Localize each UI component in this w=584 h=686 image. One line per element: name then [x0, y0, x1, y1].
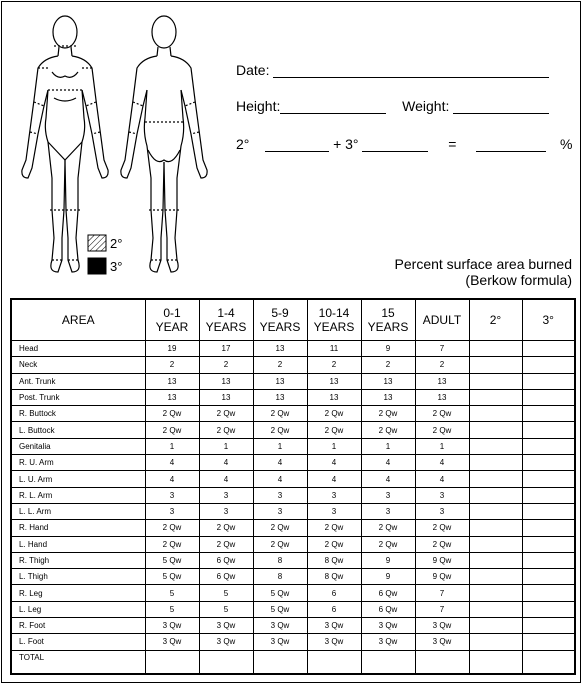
- percent-value-cell: 3 Qw: [253, 634, 307, 650]
- third-degree-entry-cell[interactable]: [522, 373, 575, 389]
- column-header-text: 3°: [542, 313, 554, 327]
- percent-value-cell: 6: [307, 585, 361, 601]
- height-label: Height:: [236, 98, 281, 114]
- weight-field[interactable]: [453, 99, 549, 114]
- second-degree-entry-cell[interactable]: [469, 634, 522, 650]
- third-degree-entry-cell[interactable]: [522, 536, 575, 552]
- table-header-row: [11, 299, 575, 341]
- total-percent-field[interactable]: [476, 139, 546, 152]
- third-degree-entry-cell[interactable]: [522, 601, 575, 617]
- percent-value-cell: 2 Qw: [253, 536, 307, 552]
- column-header-text: YEARS: [259, 320, 301, 334]
- back-body-figure: [121, 16, 207, 272]
- area-label: L. Leg: [11, 601, 145, 617]
- plus-third-degree-label: + 3°: [333, 136, 359, 152]
- table-row: [11, 357, 575, 373]
- percent-value-cell: 1: [253, 438, 307, 454]
- percent-value-cell: 13: [145, 373, 199, 389]
- second-degree-entry-cell[interactable]: [469, 601, 522, 617]
- third-degree-entry-cell[interactable]: [522, 634, 575, 650]
- percent-value-cell: 2: [361, 357, 415, 373]
- percent-value-cell: 2 Qw: [361, 536, 415, 552]
- percent-value-cell: 8 Qw: [307, 552, 361, 568]
- percent-value-cell: 9 Qw: [415, 552, 469, 568]
- third-degree-entry-cell[interactable]: [522, 455, 575, 471]
- percent-value-cell: 2 Qw: [361, 520, 415, 536]
- column-header-text: YEARS: [205, 320, 247, 334]
- area-label: L. L. Arm: [11, 503, 145, 519]
- area-label: R. Foot: [11, 618, 145, 634]
- percent-value-cell: 13: [253, 389, 307, 405]
- percent-value-cell: 3 Qw: [361, 618, 415, 634]
- percent-value-cell: 2 Qw: [415, 536, 469, 552]
- percent-value-cell: 3 Qw: [307, 634, 361, 650]
- third-degree-entry-cell[interactable]: [522, 438, 575, 454]
- second-degree-entry-cell[interactable]: [469, 455, 522, 471]
- third-degree-entry-cell[interactable]: [522, 471, 575, 487]
- percent-value-cell: 11: [307, 341, 361, 357]
- area-label: R. Buttock: [11, 406, 145, 422]
- table-caption: [395, 256, 572, 288]
- table-row: [11, 341, 575, 357]
- column-header-text: YEAR: [155, 320, 189, 334]
- second-degree-entry-cell[interactable]: [469, 406, 522, 422]
- percent-value-cell: 3 Qw: [253, 618, 307, 634]
- percent-value-cell: 13: [361, 373, 415, 389]
- second-degree-entry-cell[interactable]: [469, 503, 522, 519]
- percent-value-cell: 2 Qw: [307, 520, 361, 536]
- second-degree-entry-cell[interactable]: [469, 357, 522, 373]
- legend-second-degree-label: 2°: [110, 236, 123, 251]
- table-row: [11, 373, 575, 389]
- percent-value-cell: 3 Qw: [199, 634, 253, 650]
- percent-value-cell: 3: [145, 487, 199, 503]
- column-header-text: YEARS: [313, 320, 355, 334]
- percent-value-cell: 2 Qw: [307, 536, 361, 552]
- percent-value-cell: 9: [361, 341, 415, 357]
- percent-value-cell: 6 Qw: [361, 601, 415, 617]
- third-degree-swatch: [88, 258, 106, 274]
- area-label: R. U. Arm: [11, 455, 145, 471]
- third-degree-entry-cell[interactable]: [522, 422, 575, 438]
- percent-value-cell: 3 Qw: [307, 618, 361, 634]
- area-label: L. U. Arm: [11, 471, 145, 487]
- percent-value-cell: 3: [253, 503, 307, 519]
- percent-value-cell: 6 Qw: [199, 569, 253, 585]
- third-degree-entry-cell[interactable]: [522, 569, 575, 585]
- date-row: [236, 62, 549, 78]
- column-header: [469, 299, 522, 341]
- table-row: [11, 487, 575, 503]
- third-degree-entry-cell[interactable]: [522, 552, 575, 568]
- area-label: R. Leg: [11, 585, 145, 601]
- percent-value-cell: [415, 650, 469, 674]
- percent-value-cell: 5 Qw: [253, 585, 307, 601]
- percent-value-cell: 3 Qw: [145, 618, 199, 634]
- area-label: R. Thigh: [11, 552, 145, 568]
- percent-value-cell: 3 Qw: [415, 634, 469, 650]
- area-label: Genitalia: [11, 438, 145, 454]
- column-header: [415, 299, 469, 341]
- percent-value-cell: 1: [199, 438, 253, 454]
- legend-third-degree-label: 3°: [110, 259, 123, 274]
- percent-value-cell: 2: [415, 357, 469, 373]
- table-row: [11, 455, 575, 471]
- column-header-text: YEARS: [367, 320, 409, 334]
- percent-value-cell: 4: [253, 471, 307, 487]
- percent-value-cell: 3 Qw: [145, 634, 199, 650]
- second-degree-entry-cell[interactable]: [469, 487, 522, 503]
- percent-value-cell: 2: [199, 357, 253, 373]
- percent-value-cell: 2 Qw: [145, 406, 199, 422]
- date-field[interactable]: [273, 63, 549, 78]
- table-row: [11, 520, 575, 536]
- percent-value-cell: 9: [361, 552, 415, 568]
- column-header-text: 1-4: [217, 306, 235, 320]
- second-degree-entry-cell[interactable]: [469, 389, 522, 405]
- percent-value-cell: 2 Qw: [199, 406, 253, 422]
- percent-label: %: [559, 136, 573, 152]
- percent-value-cell: 13: [307, 389, 361, 405]
- percent-value-cell: 4: [307, 455, 361, 471]
- percent-value-cell: 3: [415, 487, 469, 503]
- percent-value-cell: 13: [361, 389, 415, 405]
- percent-value-cell: 3: [307, 503, 361, 519]
- burn-sum-row: [236, 136, 572, 152]
- column-header: [361, 299, 415, 341]
- percent-value-cell: [145, 650, 199, 674]
- area-label: TOTAL: [11, 650, 145, 674]
- percent-value-cell: 19: [145, 341, 199, 357]
- second-degree-entry-cell[interactable]: [469, 569, 522, 585]
- percent-value-cell: 1: [307, 438, 361, 454]
- column-header: [253, 299, 307, 341]
- second-degree-sum-field[interactable]: [265, 139, 329, 152]
- percent-value-cell: [253, 650, 307, 674]
- second-degree-entry-cell[interactable]: [469, 650, 522, 674]
- table-row: [11, 569, 575, 585]
- percent-value-cell: 7: [415, 601, 469, 617]
- burn-assessment-form: [1, 1, 581, 683]
- percent-value-cell: 4: [145, 455, 199, 471]
- percent-value-cell: 3 Qw: [361, 634, 415, 650]
- second-degree-entry-cell[interactable]: [469, 471, 522, 487]
- percent-value-cell: 5: [199, 601, 253, 617]
- column-header: [11, 299, 145, 341]
- third-degree-entry-cell[interactable]: [522, 650, 575, 674]
- third-degree-sum-field[interactable]: [362, 139, 428, 152]
- percent-value-cell: 4: [253, 455, 307, 471]
- third-degree-entry-cell[interactable]: [522, 357, 575, 373]
- third-degree-entry-cell[interactable]: [522, 520, 575, 536]
- percent-value-cell: 5 Qw: [253, 601, 307, 617]
- percent-value-cell: 2 Qw: [145, 520, 199, 536]
- table-row: [11, 585, 575, 601]
- percent-value-cell: 3: [361, 503, 415, 519]
- area-label: L. Hand: [11, 536, 145, 552]
- percent-value-cell: 17: [199, 341, 253, 357]
- percent-value-cell: 2: [253, 357, 307, 373]
- percent-value-cell: 2 Qw: [415, 406, 469, 422]
- column-header-text: 15: [381, 306, 395, 320]
- percent-value-cell: 5: [145, 601, 199, 617]
- table-row: [11, 406, 575, 422]
- percent-value-cell: 4: [307, 471, 361, 487]
- percent-value-cell: 13: [253, 341, 307, 357]
- percent-value-cell: 13: [307, 373, 361, 389]
- area-label: R. Hand: [11, 520, 145, 536]
- percent-value-cell: 2 Qw: [253, 422, 307, 438]
- percent-value-cell: 4: [361, 471, 415, 487]
- percent-value-cell: 13: [415, 373, 469, 389]
- third-degree-entry-cell[interactable]: [522, 487, 575, 503]
- percent-value-cell: 2 Qw: [145, 536, 199, 552]
- percent-value-cell: 9: [361, 569, 415, 585]
- percent-value-cell: 3: [199, 503, 253, 519]
- table-row: [11, 438, 575, 454]
- area-label: R. L. Arm: [11, 487, 145, 503]
- percent-value-cell: 8: [253, 569, 307, 585]
- second-degree-entry-cell[interactable]: [469, 552, 522, 568]
- percent-value-cell: 4: [415, 455, 469, 471]
- height-weight-row: [236, 98, 549, 114]
- percent-value-cell: 7: [415, 585, 469, 601]
- burn-percentage-table: [10, 298, 576, 675]
- table-row: [11, 471, 575, 487]
- percent-value-cell: 1: [415, 438, 469, 454]
- equals-label: =: [448, 136, 457, 152]
- area-label: Ant. Trunk: [11, 373, 145, 389]
- percent-value-cell: 6: [307, 601, 361, 617]
- area-label: Neck: [11, 357, 145, 373]
- date-label: Date:: [236, 62, 270, 78]
- percent-value-cell: 7: [415, 341, 469, 357]
- percent-value-cell: 2 Qw: [199, 520, 253, 536]
- percent-value-cell: 2 Qw: [199, 536, 253, 552]
- percent-value-cell: 3 Qw: [415, 618, 469, 634]
- area-label: L. Foot: [11, 634, 145, 650]
- second-degree-sum-label: 2°: [236, 136, 250, 152]
- second-degree-swatch: [88, 235, 106, 251]
- table-row: [11, 389, 575, 405]
- percent-value-cell: 3: [361, 487, 415, 503]
- percent-value-cell: 9 Qw: [415, 569, 469, 585]
- table-row: [11, 536, 575, 552]
- percent-value-cell: 2 Qw: [145, 422, 199, 438]
- column-header-text: ADULT: [422, 313, 462, 327]
- percent-value-cell: 4: [199, 455, 253, 471]
- table-row: [11, 650, 575, 674]
- percent-value-cell: 3: [307, 487, 361, 503]
- percent-value-cell: 13: [199, 389, 253, 405]
- percent-value-cell: 2 Qw: [361, 406, 415, 422]
- percent-value-cell: 3: [145, 503, 199, 519]
- column-header: [307, 299, 361, 341]
- percent-value-cell: 5: [145, 585, 199, 601]
- table-row: [11, 601, 575, 617]
- percent-value-cell: 6 Qw: [361, 585, 415, 601]
- percent-value-cell: [199, 650, 253, 674]
- percent-value-cell: 4: [199, 471, 253, 487]
- percent-value-cell: 8 Qw: [307, 569, 361, 585]
- table-row: [11, 422, 575, 438]
- area-label: Post. Trunk: [11, 389, 145, 405]
- percent-value-cell: 1: [145, 438, 199, 454]
- column-header-text: 2°: [489, 313, 502, 327]
- percent-value-cell: 13: [145, 389, 199, 405]
- table-row: [11, 634, 575, 650]
- column-header-text: 10-14: [318, 306, 350, 320]
- table-body: [11, 341, 575, 674]
- percent-value-cell: 2: [145, 357, 199, 373]
- column-header: [199, 299, 253, 341]
- percent-value-cell: 4: [415, 471, 469, 487]
- percent-value-cell: 5 Qw: [145, 569, 199, 585]
- percent-value-cell: 13: [415, 389, 469, 405]
- third-degree-entry-cell[interactable]: [522, 341, 575, 357]
- third-degree-entry-cell[interactable]: [522, 406, 575, 422]
- percent-value-cell: 2 Qw: [361, 422, 415, 438]
- table-row: [11, 503, 575, 519]
- third-degree-entry-cell[interactable]: [522, 389, 575, 405]
- percent-value-cell: 2 Qw: [415, 520, 469, 536]
- percent-value-cell: 1: [361, 438, 415, 454]
- column-header: [145, 299, 199, 341]
- percent-value-cell: 2 Qw: [307, 406, 361, 422]
- percent-value-cell: 2: [307, 357, 361, 373]
- area-label: L. Thigh: [11, 569, 145, 585]
- percent-value-cell: 5: [199, 585, 253, 601]
- percent-value-cell: [307, 650, 361, 674]
- percent-value-cell: 13: [253, 373, 307, 389]
- percent-value-cell: 2 Qw: [199, 422, 253, 438]
- second-degree-entry-cell[interactable]: [469, 438, 522, 454]
- table-row: [11, 618, 575, 634]
- percent-value-cell: 2 Qw: [307, 422, 361, 438]
- front-body-figure: [22, 16, 108, 272]
- area-label: Head: [11, 341, 145, 357]
- weight-label: Weight:: [402, 98, 450, 114]
- percent-value-cell: 2 Qw: [253, 520, 307, 536]
- percent-value-cell: 13: [199, 373, 253, 389]
- table-row: [11, 552, 575, 568]
- second-degree-entry-cell[interactable]: [469, 422, 522, 438]
- caption-line-2: (Berkow formula): [465, 272, 572, 288]
- percent-value-cell: 2 Qw: [253, 406, 307, 422]
- second-degree-entry-cell[interactable]: [469, 618, 522, 634]
- second-degree-entry-cell[interactable]: [469, 520, 522, 536]
- second-degree-entry-cell[interactable]: [469, 373, 522, 389]
- percent-value-cell: 3: [199, 487, 253, 503]
- second-degree-entry-cell[interactable]: [469, 585, 522, 601]
- column-header-text: 5-9: [271, 306, 289, 320]
- column-header-text: 0-1: [163, 306, 181, 320]
- percent-value-cell: 3: [415, 503, 469, 519]
- percent-value-cell: 3 Qw: [199, 618, 253, 634]
- caption-line-1: Percent surface area burned: [394, 256, 572, 272]
- third-degree-entry-cell[interactable]: [522, 585, 575, 601]
- second-degree-entry-cell[interactable]: [469, 341, 522, 357]
- percent-value-cell: 4: [145, 471, 199, 487]
- percent-value-cell: 8: [253, 552, 307, 568]
- third-degree-entry-cell[interactable]: [522, 618, 575, 634]
- third-degree-entry-cell[interactable]: [522, 503, 575, 519]
- percent-value-cell: 3: [253, 487, 307, 503]
- area-label: L. Buttock: [11, 422, 145, 438]
- percent-value-cell: 2 Qw: [415, 422, 469, 438]
- percent-value-cell: 5 Qw: [145, 552, 199, 568]
- percent-value-cell: [361, 650, 415, 674]
- percent-value-cell: 6 Qw: [199, 552, 253, 568]
- height-field[interactable]: [280, 99, 386, 114]
- column-header-text: AREA: [61, 313, 95, 327]
- second-degree-entry-cell[interactable]: [469, 536, 522, 552]
- column-header: [522, 299, 575, 341]
- percent-value-cell: 4: [361, 455, 415, 471]
